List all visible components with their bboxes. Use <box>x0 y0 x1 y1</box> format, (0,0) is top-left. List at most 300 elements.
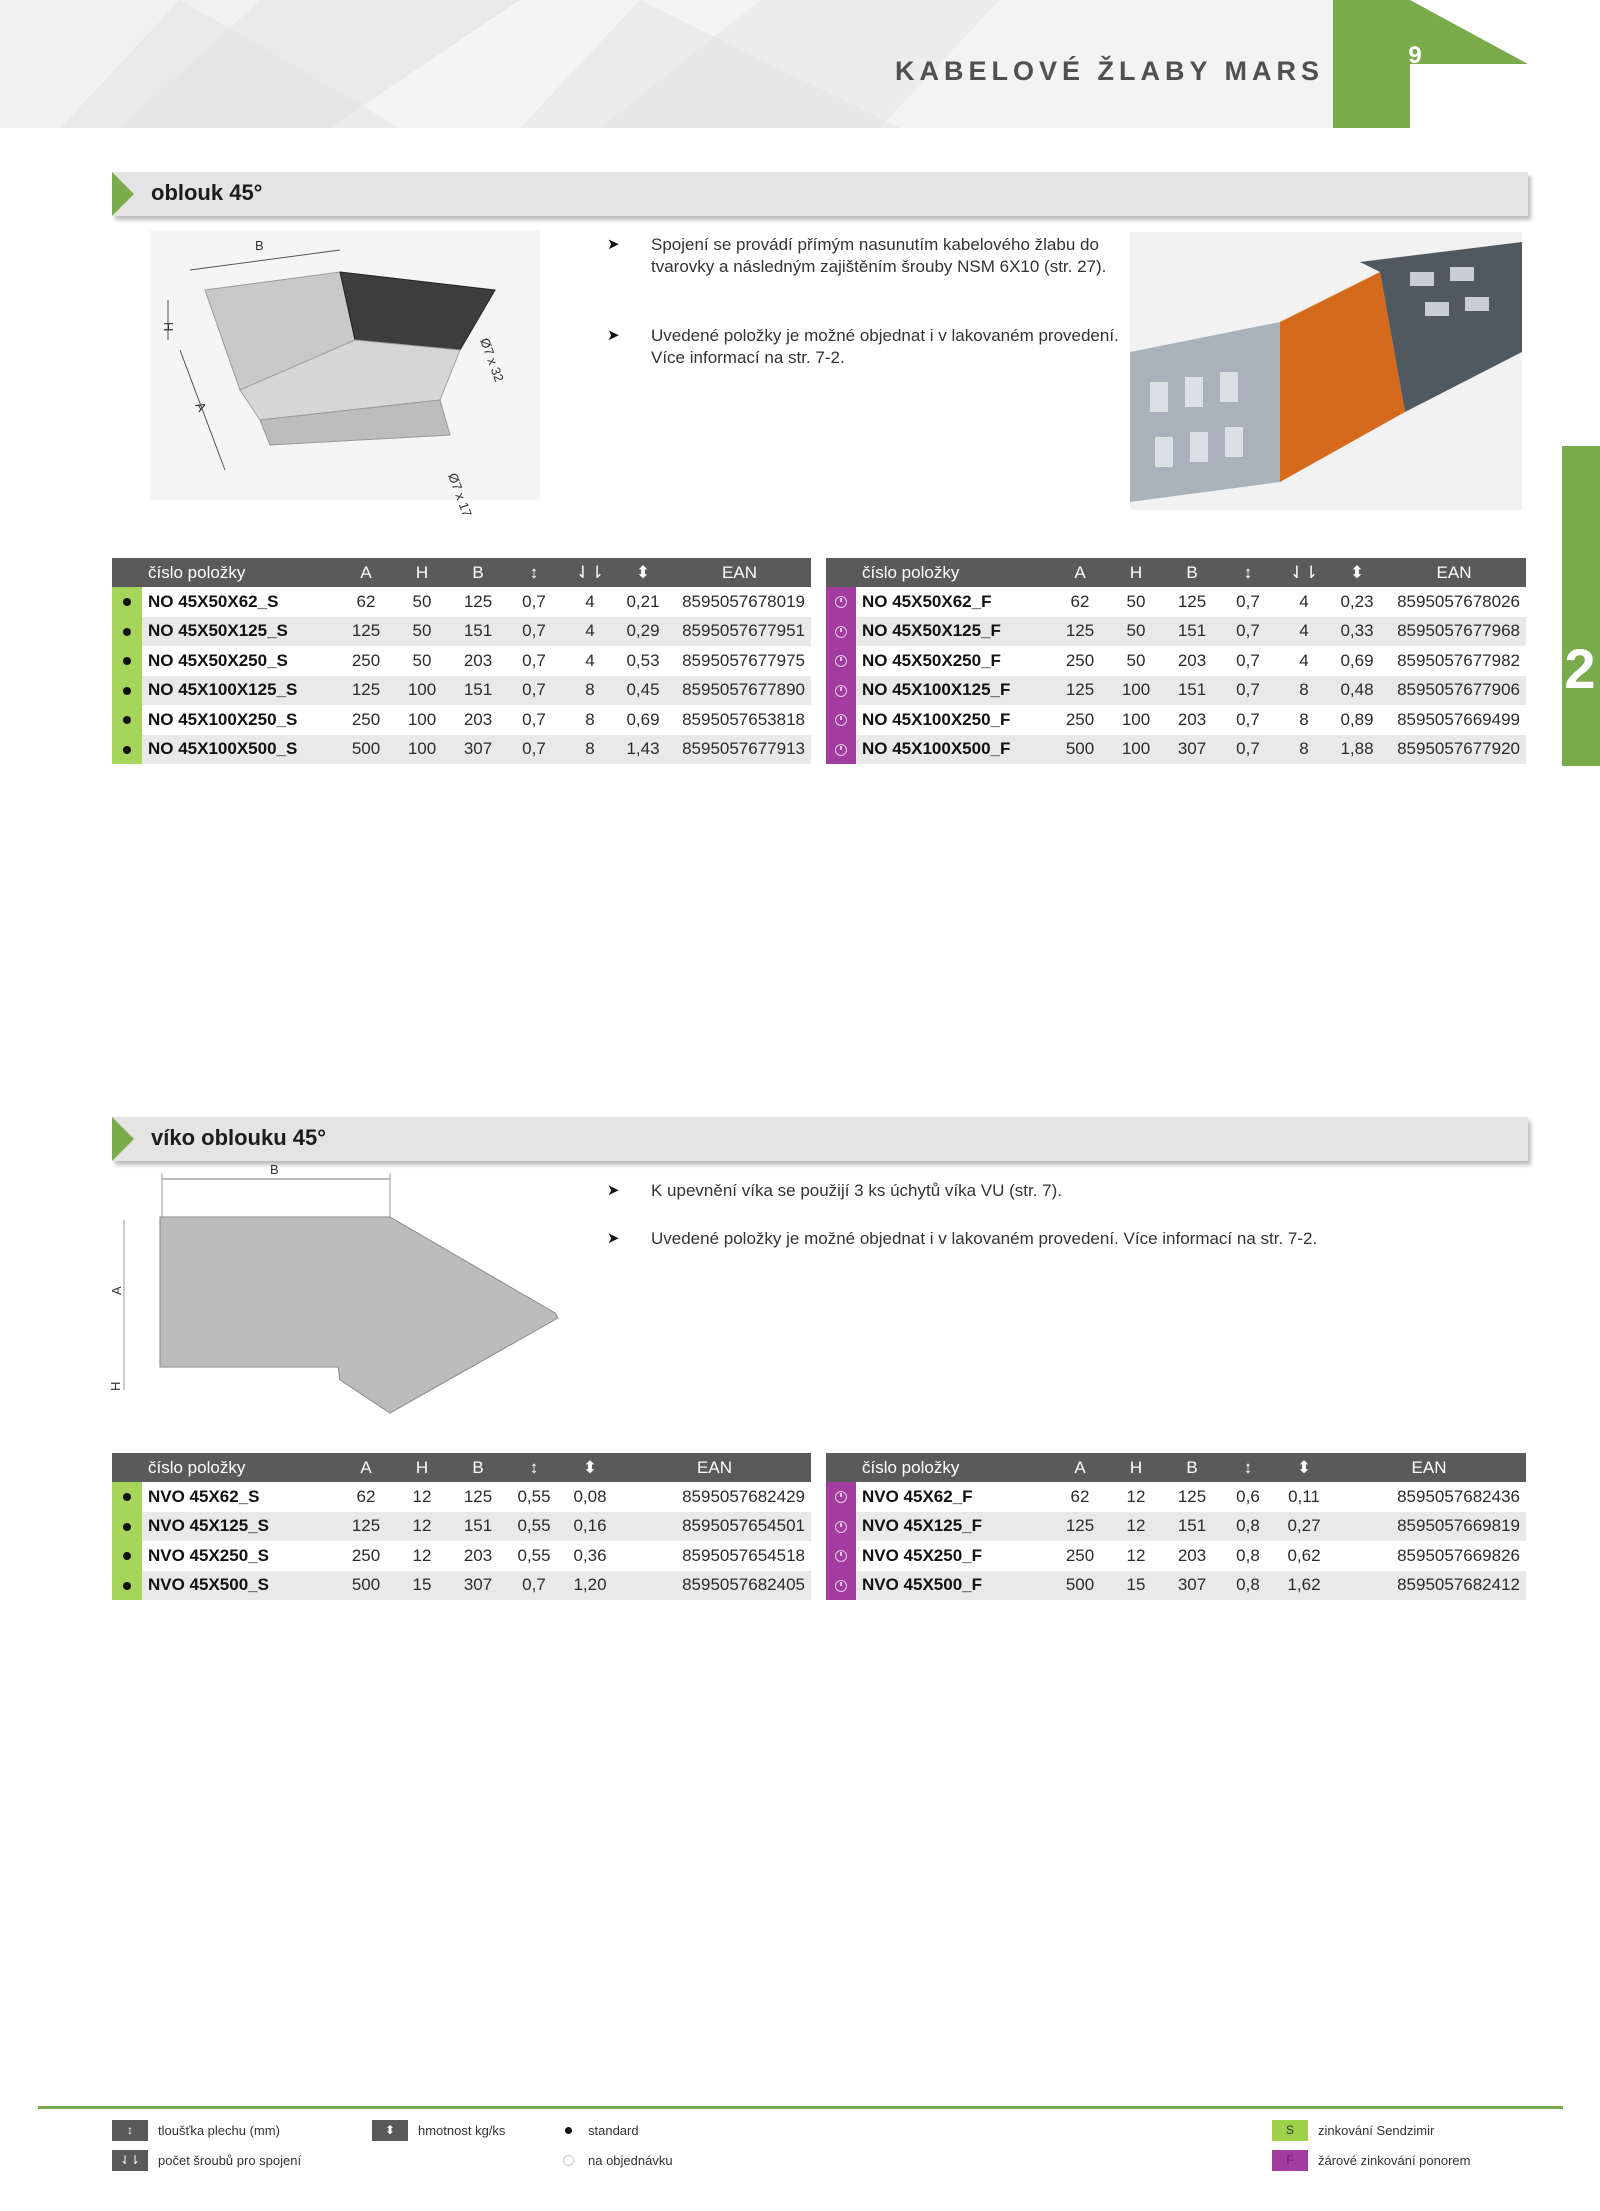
header-cell-marker <box>112 1453 142 1482</box>
cover-table-sendzimir <box>112 1453 811 1600</box>
value-cell: 4 <box>585 650 595 670</box>
item-number-cell: NO 45X50X250_F <box>862 650 1001 670</box>
legend-hot-dip: žárové zinkování ponorem <box>1318 2153 1471 2168</box>
header-cell: EAN <box>618 1453 811 1482</box>
standard-dot-icon <box>123 687 131 695</box>
item-number-cell: NVO 45X125_F <box>856 1512 1052 1542</box>
company-logo <box>1474 68 1524 118</box>
bullet-arrow-icon: ➤ <box>607 1182 620 1199</box>
value-cell: 0,21 <box>626 591 660 611</box>
value-cell: 0,7 <box>1220 676 1276 706</box>
value-cell: 125 <box>1177 591 1207 611</box>
item-number-cell: NVO 45X62_F <box>862 1486 973 1506</box>
value-cell: 500 <box>1052 735 1108 765</box>
sendzimir-marker <box>112 587 142 617</box>
sendzimir-marker <box>112 1541 142 1571</box>
table-row <box>112 1541 811 1571</box>
chapter-number: 2 <box>1564 637 1596 700</box>
legend-on-order: na objednávku <box>588 2153 673 2168</box>
item-number-cell: NVO 45X250_S <box>148 1545 269 1565</box>
header-cell: A <box>1052 1453 1108 1482</box>
value-cell: 1,88 <box>1332 735 1382 765</box>
value-cell: 50 <box>412 591 432 611</box>
value-cell: 125 <box>463 1486 493 1506</box>
value-cell: 0,7 <box>1236 591 1260 611</box>
bend-product-photo <box>1130 232 1522 510</box>
value-cell: 0,7 <box>1220 735 1276 765</box>
ean-cell: 8595057682429 <box>682 1486 805 1506</box>
item-number-cell: NO 45X100X250_S <box>148 709 298 729</box>
table-row <box>826 587 1526 617</box>
value-cell: 1,62 <box>1276 1571 1332 1601</box>
dim-label-b: B <box>270 1165 279 1177</box>
sendzimir-marker <box>112 1482 142 1512</box>
dim-label-a: A <box>192 399 210 415</box>
value-cell: 12 <box>1108 1512 1164 1542</box>
value-cell: 8 <box>1276 676 1332 706</box>
on-order-clock-icon <box>835 1550 847 1562</box>
note-2: ➤ Uvedené položky je možné objednat i v lakovaném provedení. Více informací na str. 7-2. <box>607 1229 1318 1248</box>
on-order-clock-icon <box>835 655 847 667</box>
ean-cell: 8595057654501 <box>618 1512 811 1542</box>
sendzimir-marker <box>112 1571 142 1601</box>
value-cell: 100 <box>1108 735 1164 765</box>
value-cell: 4 <box>1299 650 1309 670</box>
cover-table-hot-dip <box>826 1453 1526 1600</box>
header-cell: ⬍ <box>1332 558 1382 587</box>
header-cell: ↕ <box>506 558 562 587</box>
value-cell: 4 <box>1299 591 1309 611</box>
standard-dot-icon <box>123 657 131 665</box>
on-order-clock-icon <box>835 1580 847 1592</box>
value-cell: 203 <box>1177 650 1207 670</box>
sendzimir-marker <box>112 1512 142 1542</box>
value-cell: 0,8 <box>1236 1545 1260 1565</box>
standard-dot-icon <box>123 716 131 724</box>
dim-label-hole-32: Ø7 x 32 <box>477 335 507 384</box>
value-cell: 125 <box>338 1512 394 1542</box>
ean-cell: 8595057669826 <box>1397 1545 1520 1565</box>
value-cell: 125 <box>338 617 394 647</box>
value-cell: 100 <box>1108 676 1164 706</box>
item-number-cell: NVO 45X500_S <box>142 1571 338 1601</box>
value-cell: 0,55 <box>517 1545 551 1565</box>
on-order-clock-icon <box>835 1491 847 1503</box>
ean-cell: 8595057677920 <box>1382 735 1526 765</box>
value-cell: 8 <box>1299 709 1309 729</box>
value-cell: 125 <box>1052 1512 1108 1542</box>
value-cell: 125 <box>1052 676 1108 706</box>
hot-dip-marker <box>826 705 856 735</box>
table-row <box>112 1512 811 1542</box>
table-row <box>112 1571 811 1601</box>
header-cell: ↕ <box>1220 1453 1276 1482</box>
value-cell: 0,89 <box>1340 709 1374 729</box>
page-number: 9 <box>1408 42 1422 69</box>
header-cell-item-number: číslo položky <box>142 558 338 587</box>
sendzimir-marker <box>112 676 142 706</box>
bullet-arrow-icon: ➤ <box>607 1230 620 1247</box>
header-cell: ⇃⇂ <box>1276 558 1332 587</box>
standard-dot-icon <box>123 1552 131 1560</box>
value-cell: 151 <box>1164 1512 1220 1542</box>
item-number-cell: NVO 45X500_F <box>856 1571 1052 1601</box>
legend-sendzimir: zinkování Sendzimir <box>1318 2123 1435 2138</box>
ean-cell: 8595057677982 <box>1397 650 1520 670</box>
value-cell: 0,7 <box>506 735 562 765</box>
value-cell: 500 <box>1052 1571 1108 1601</box>
note-2: ➤ Uvedené položky je možné objednat i v lakovaném provedení. Více informací na str. 7-2. <box>607 326 1119 367</box>
item-number-cell: NO 45X50X125_F <box>856 617 1052 647</box>
bullet-arrow-icon: ➤ <box>607 236 620 253</box>
value-cell: 0,69 <box>1340 650 1374 670</box>
value-cell: 125 <box>1177 1486 1207 1506</box>
item-number-cell: NO 45X50X62_S <box>148 591 279 611</box>
value-cell: 0,23 <box>1340 591 1374 611</box>
value-cell: 62 <box>356 591 376 611</box>
table-row <box>112 1482 811 1512</box>
hot-dip-marker <box>826 1541 856 1571</box>
table-header-row <box>826 1453 1526 1482</box>
cover-technical-drawing <box>100 1165 560 1425</box>
value-cell: 203 <box>463 650 493 670</box>
ean-cell: 8595057678019 <box>682 591 805 611</box>
sendzimir-marker <box>112 617 142 647</box>
value-cell: 151 <box>450 617 506 647</box>
on-order-clock-icon <box>835 1521 847 1533</box>
note-1: ➤ Spojení se provádí přímým nasunutím kabelového žlabu do tvarovky a následným zajištěním šrouby NSM 6X10 (str. 27). <box>607 235 1107 276</box>
value-cell: 250 <box>351 1545 381 1565</box>
value-cell: 0,62 <box>1287 1545 1321 1565</box>
value-cell: 12 <box>394 1512 450 1542</box>
ean-cell: 8595057677906 <box>1382 676 1526 706</box>
header-cell: ⬍ <box>618 558 668 587</box>
legend-thickness: tloušťka plechu (mm) <box>158 2123 280 2138</box>
value-cell: 4 <box>562 617 618 647</box>
header-cell: EAN <box>1382 558 1526 587</box>
value-cell: 4 <box>1276 617 1332 647</box>
value-cell: 0,33 <box>1332 617 1382 647</box>
value-cell: 0,7 <box>506 676 562 706</box>
header-cell: H <box>394 1453 450 1482</box>
note-1: ➤ K upevnění víka se použijí 3 ks úchytů víka VU (str. 7). <box>607 1181 1063 1200</box>
value-cell: 15 <box>1108 1571 1164 1601</box>
table-row <box>826 1541 1526 1571</box>
sendzimir-marker <box>112 735 142 765</box>
value-cell: 50 <box>394 617 450 647</box>
value-cell: 307 <box>450 735 506 765</box>
standard-dot-icon <box>123 1523 131 1531</box>
table-row <box>112 676 811 706</box>
dim-label-h: H <box>108 1381 123 1391</box>
standard-dot-icon <box>123 598 131 606</box>
sendzimir-marker <box>112 646 142 676</box>
sendzimir-badge: S <box>1272 2120 1308 2141</box>
header-cell: ↕ <box>1220 558 1276 587</box>
value-cell: 8 <box>1276 735 1332 765</box>
weight-icon: ⬍ <box>372 2120 408 2141</box>
header-cell: ↕ <box>506 1453 562 1482</box>
value-cell: 0,16 <box>562 1512 618 1542</box>
value-cell: 250 <box>1065 650 1095 670</box>
header-cell: ⬍ <box>1276 1453 1332 1482</box>
header-cell-item-number: číslo položky <box>856 1453 1052 1482</box>
hot-dip-marker <box>826 735 856 765</box>
table-row <box>826 1571 1526 1601</box>
value-cell: 100 <box>394 676 450 706</box>
hot-dip-marker <box>826 646 856 676</box>
section-title: oblouk 45° <box>151 180 263 205</box>
value-cell: 62 <box>1070 591 1090 611</box>
value-cell: 0,53 <box>626 650 660 670</box>
value-cell: 0,7 <box>1236 709 1260 729</box>
standard-dot-icon <box>123 746 131 754</box>
table-header-row <box>112 558 811 587</box>
value-cell: 0,7 <box>522 650 546 670</box>
header-cell: A <box>338 1453 394 1482</box>
ean-cell: 8595057669499 <box>1397 709 1520 729</box>
value-cell: 250 <box>351 709 381 729</box>
section-arrow-icon <box>112 172 134 216</box>
value-cell: 151 <box>450 676 506 706</box>
value-cell: 100 <box>1121 709 1151 729</box>
header-cell: H <box>1108 1453 1164 1482</box>
section-arrow-icon <box>112 1117 134 1161</box>
value-cell: 125 <box>463 591 493 611</box>
dim-label-hole-17: Ø7 x 17 <box>445 470 475 519</box>
value-cell: 1,43 <box>618 735 668 765</box>
header-cell-item-number: číslo položky <box>142 1453 338 1482</box>
value-cell: 50 <box>1108 617 1164 647</box>
table-header-row <box>826 558 1526 587</box>
standard-dot-icon <box>123 628 131 636</box>
header-cell: EAN <box>668 558 811 587</box>
value-cell: 203 <box>463 709 493 729</box>
header-cell: B <box>1164 558 1220 587</box>
ean-cell: 8595057682405 <box>618 1571 811 1601</box>
ean-cell: 8595057654518 <box>682 1545 805 1565</box>
table-row <box>112 617 811 647</box>
value-cell: 1,20 <box>562 1571 618 1601</box>
value-cell: 0,29 <box>618 617 668 647</box>
ean-cell: 8595057677968 <box>1382 617 1526 647</box>
value-cell: 12 <box>412 1545 432 1565</box>
hot-dip-badge: F <box>1272 2150 1308 2171</box>
item-number-cell: NVO 45X125_S <box>142 1512 338 1542</box>
on-order-clock-icon <box>835 626 847 638</box>
standard-dot-icon <box>123 1493 131 1501</box>
brand-title: KABELOVÉ ŽLABY MARS <box>895 56 1325 86</box>
header-cell-marker <box>826 1453 856 1482</box>
on-order-clock-icon <box>835 596 847 608</box>
header-cell-item-number: číslo položky <box>856 558 1052 587</box>
item-number-cell: NVO 45X62_S <box>148 1486 260 1506</box>
value-cell: 500 <box>338 1571 394 1601</box>
value-cell: 203 <box>463 1545 493 1565</box>
value-cell: 307 <box>1164 735 1220 765</box>
header-cell: ⇃⇂ <box>562 558 618 587</box>
value-cell: 0,45 <box>618 676 668 706</box>
value-cell: 12 <box>412 1486 432 1506</box>
standard-dot-icon <box>123 1582 131 1590</box>
header-cell: ⬍ <box>562 1453 618 1482</box>
table-row <box>112 646 811 676</box>
section-header-bar <box>112 172 1528 216</box>
item-number-cell: NO 45X100X250_F <box>862 709 1011 729</box>
item-number-cell: NO 45X50X250_S <box>148 650 288 670</box>
table-row <box>826 1482 1526 1512</box>
on-order-clock-icon <box>835 744 847 756</box>
table-row <box>826 646 1526 676</box>
table-row <box>826 1512 1526 1542</box>
header-cell: A <box>338 558 394 587</box>
value-cell: 8 <box>585 709 595 729</box>
value-cell: 0,7 <box>506 617 562 647</box>
item-number-cell: NO 45X50X125_S <box>142 617 338 647</box>
value-cell: 0,7 <box>506 1571 562 1601</box>
bend-table-hot-dip <box>826 558 1526 764</box>
value-cell: 151 <box>450 1512 506 1542</box>
item-number-cell: NO 45X100X500_S <box>142 735 338 765</box>
value-cell: 0,55 <box>506 1512 562 1542</box>
table-row <box>112 587 811 617</box>
value-cell: 250 <box>1065 1545 1095 1565</box>
header-cell: B <box>1164 1453 1220 1482</box>
legend-standard: standard <box>588 2123 639 2138</box>
ean-cell: 8595057677951 <box>668 617 811 647</box>
legend-screws: počet šroubů pro spojení <box>158 2153 302 2168</box>
dim-label-b: B <box>255 238 264 253</box>
value-cell: 8 <box>562 735 618 765</box>
value-cell: 0,55 <box>517 1486 551 1506</box>
value-cell: 50 <box>412 650 432 670</box>
ean-cell: 8595057682436 <box>1397 1486 1520 1506</box>
value-cell: 0,7 <box>1236 650 1260 670</box>
table-row <box>112 705 811 735</box>
value-cell: 12 <box>1126 1486 1146 1506</box>
ean-cell: 8595057678026 <box>1397 591 1520 611</box>
value-cell: 500 <box>338 735 394 765</box>
value-cell: 50 <box>1126 650 1146 670</box>
page-tab <box>1333 0 1410 128</box>
bend-table-sendzimir <box>112 558 811 764</box>
thickness-icon: ↕ <box>112 2120 148 2141</box>
item-number-cell: NVO 45X250_F <box>862 1545 983 1565</box>
value-cell: 151 <box>1164 676 1220 706</box>
value-cell: 12 <box>1126 1545 1146 1565</box>
value-cell: 307 <box>1164 1571 1220 1601</box>
chapter-side-tab <box>1562 446 1600 766</box>
dim-label-h: H <box>161 322 176 332</box>
value-cell: 0,27 <box>1276 1512 1332 1542</box>
hot-dip-marker <box>826 617 856 647</box>
header-cell-marker <box>112 558 142 587</box>
value-cell: 100 <box>394 735 450 765</box>
header-cell: H <box>394 558 450 587</box>
standard-dot-icon <box>565 2127 572 2134</box>
table-row <box>112 735 811 765</box>
bend-technical-drawing <box>150 230 540 530</box>
value-cell: 0,08 <box>573 1486 607 1506</box>
value-cell: 0,69 <box>626 709 660 729</box>
header-cell: H <box>1108 558 1164 587</box>
ean-cell: 8595057669819 <box>1332 1512 1526 1542</box>
value-cell: 307 <box>450 1571 506 1601</box>
value-cell: 0,48 <box>1332 676 1382 706</box>
value-cell: 100 <box>407 709 437 729</box>
value-cell: 203 <box>1177 1545 1207 1565</box>
item-number-cell: NO 45X100X500_F <box>856 735 1052 765</box>
on-order-clock-icon <box>835 685 847 697</box>
value-cell: 0,7 <box>1220 617 1276 647</box>
value-cell: 0,7 <box>522 709 546 729</box>
dim-label-a: A <box>109 1286 124 1295</box>
item-number-cell: NO 45X50X62_F <box>862 591 992 611</box>
value-cell: 151 <box>1164 617 1220 647</box>
value-cell: 0,7 <box>522 591 546 611</box>
table-row <box>826 617 1526 647</box>
table-row <box>826 705 1526 735</box>
value-cell: 4 <box>585 591 595 611</box>
legend-weight: hmotnost kg/ks <box>418 2123 506 2138</box>
header-cell: B <box>450 1453 506 1482</box>
value-cell: 15 <box>394 1571 450 1601</box>
ean-cell: 8595057677913 <box>668 735 811 765</box>
logo-letter: K <box>1488 77 1510 110</box>
table-row <box>826 735 1526 765</box>
value-cell: 0,6 <box>1236 1486 1260 1506</box>
hot-dip-marker <box>826 1571 856 1601</box>
on-order-clock-icon <box>835 714 847 726</box>
value-cell: 50 <box>1126 591 1146 611</box>
value-cell: 125 <box>1052 617 1108 647</box>
screws-icon: ⇃⇂ <box>112 2150 148 2171</box>
value-cell: 0,8 <box>1220 1512 1276 1542</box>
header-cell: B <box>450 558 506 587</box>
ean-cell: 8595057677890 <box>668 676 811 706</box>
bullet-arrow-icon: ➤ <box>607 327 620 344</box>
on-order-clock-icon <box>563 2155 574 2166</box>
value-cell: 0,11 <box>1288 1486 1320 1506</box>
value-cell: 0,8 <box>1220 1571 1276 1601</box>
table-header-row <box>112 1453 811 1482</box>
header-cell-marker <box>826 558 856 587</box>
header-cell: EAN <box>1332 1453 1526 1482</box>
sendzimir-marker <box>112 705 142 735</box>
footer-divider <box>38 2106 1563 2109</box>
hot-dip-marker <box>826 587 856 617</box>
header-cell: A <box>1052 558 1108 587</box>
hot-dip-marker <box>826 676 856 706</box>
section-title: víko oblouku 45° <box>151 1125 327 1150</box>
value-cell: 62 <box>356 1486 376 1506</box>
value-cell: 62 <box>1070 1486 1090 1506</box>
ean-cell: 8595057682412 <box>1332 1571 1526 1601</box>
item-number-cell: NO 45X100X125_S <box>142 676 338 706</box>
value-cell: 250 <box>1065 709 1095 729</box>
item-number-cell: NO 45X100X125_F <box>856 676 1052 706</box>
table-row <box>826 676 1526 706</box>
hot-dip-marker <box>826 1482 856 1512</box>
value-cell: 8 <box>562 676 618 706</box>
ean-cell: 8595057653818 <box>682 709 805 729</box>
value-cell: 0,36 <box>573 1545 607 1565</box>
hot-dip-marker <box>826 1512 856 1542</box>
value-cell: 203 <box>1177 709 1207 729</box>
ean-cell: 8595057677975 <box>682 650 805 670</box>
value-cell: 125 <box>338 676 394 706</box>
value-cell: 250 <box>351 650 381 670</box>
